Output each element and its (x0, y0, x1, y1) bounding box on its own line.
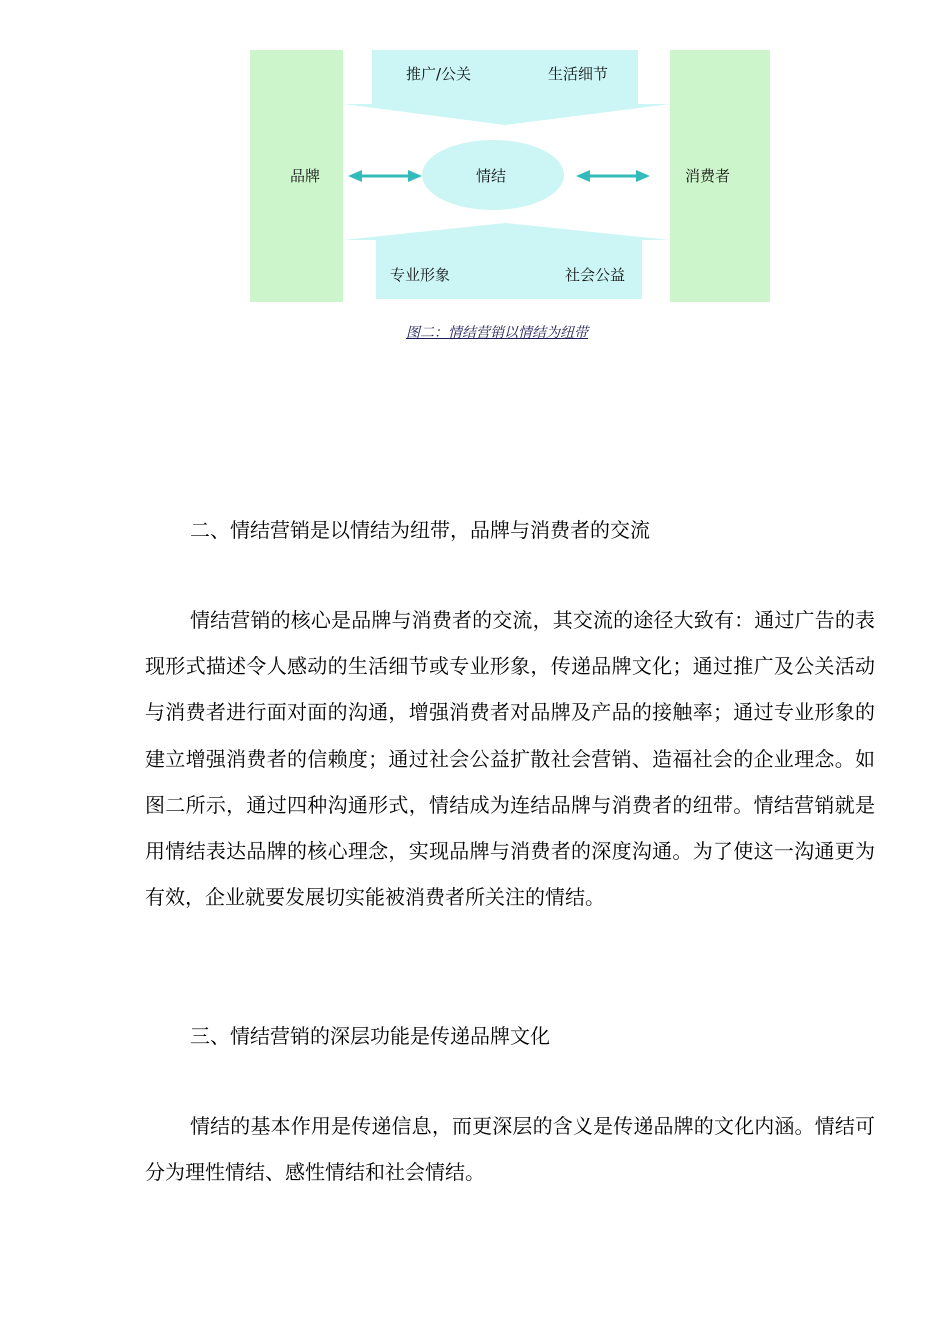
left-double-arrow (348, 170, 422, 182)
section-3-paragraph: 情结的基本作用是传递信息，而更深层的含义是传递品牌的文化内涵。情结可分为理性情结、感性情结和社会情结。 (145, 1114, 875, 1185)
figure-caption: 图二：情结营销以情结为纽带 (406, 325, 588, 341)
label-consumer: 消费者 (685, 167, 731, 185)
section-2-paragraph: 情结营销的核心是品牌与消费者的交流，其交流的途径大致有：通过广告的表现形式描述令人感动的生活细节或专业形象，传递品牌文化；通过推广及公关活动与消费者进行面对面的沟通，增强消费者对品牌及产品的接触率；通过专业形象的建立增强消费者的信赖度；通过社会公益扩散社会营销、造福社会的企业理念。如图二所示，通过四种沟通形式，情结成为连结品牌与消费者的纽带。情结营销就是用情结表达品牌的核心理念，实现品牌与消费者的深度沟通。为了使这一沟通更为有效，企业就要发展切实能被消费者所关注的情结。 (145, 608, 875, 910)
label-emotion-bond: 情结 (476, 167, 507, 185)
label-promotion-pr: 推广/公关 (406, 65, 472, 83)
section-3-heading: 三、情结营销的深层功能是传递品牌文化 (190, 1024, 550, 1048)
label-professional-image: 专业形象 (390, 266, 451, 284)
label-life-details: 生活细节 (548, 65, 609, 83)
label-social-welfare: 社会公益 (565, 266, 626, 284)
label-brand: 品牌 (290, 167, 321, 185)
top-channel-arrow (343, 50, 670, 125)
section-2-heading: 二、情结营销是以情结为纽带，品牌与消费者的交流 (190, 518, 650, 542)
bottom-channel-arrow (343, 223, 670, 299)
right-double-arrow (576, 170, 650, 182)
emotion-bond-diagram (248, 47, 772, 303)
